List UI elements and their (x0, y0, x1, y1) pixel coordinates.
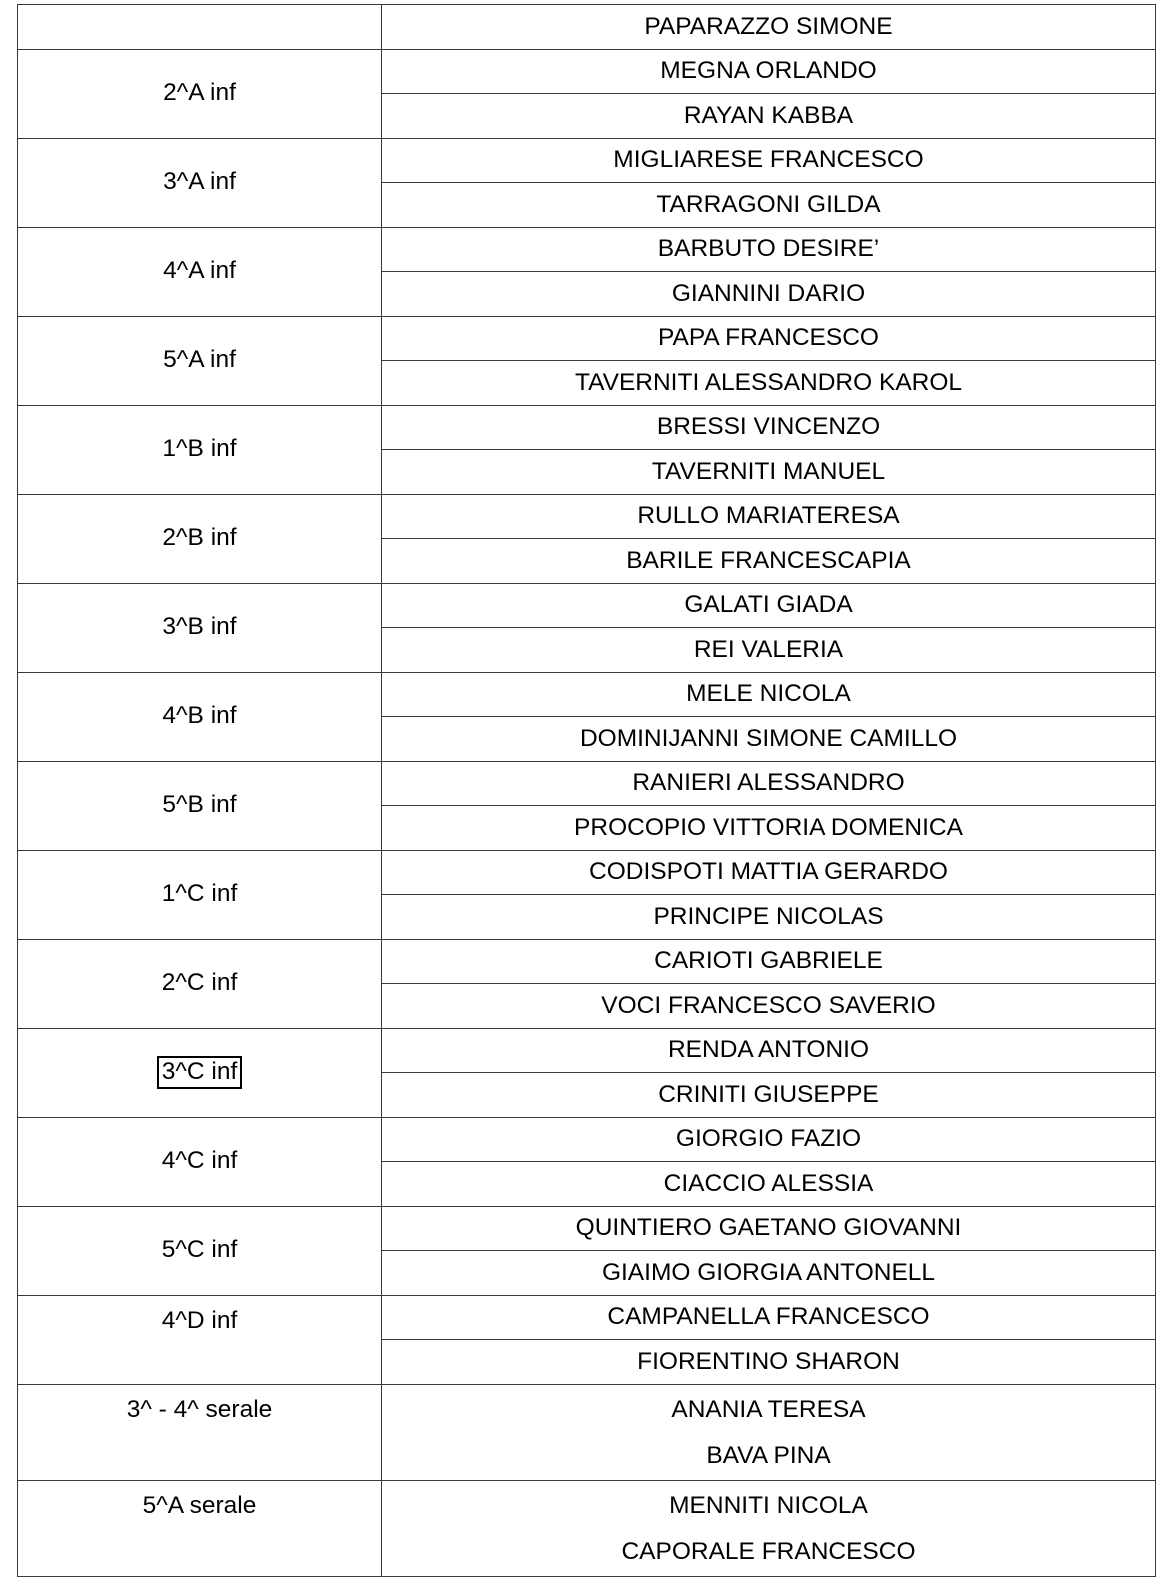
table-row (18, 672, 1156, 717)
student-name-cell: RENDA ANTONIO (382, 1028, 1156, 1073)
student-name-cell: RAYAN KABBA (382, 94, 1156, 139)
student-name-cell: PAPA FRANCESCO (382, 316, 1156, 361)
table-row (18, 1480, 1156, 1576)
table-row (18, 49, 1156, 94)
table-row (18, 5, 1156, 50)
student-name: MENNITI NICOLA (669, 1491, 868, 1519)
student-name-cell: RANIERI ALESSANDRO (382, 761, 1156, 806)
table-row (18, 939, 1156, 984)
class-label-cell (18, 494, 382, 583)
class-label-cell (18, 939, 382, 1028)
class-label-boxed: 3^C inf (157, 1056, 243, 1088)
class-label: 3^B inf (162, 613, 237, 641)
class-label: 5^C inf (161, 1236, 238, 1264)
class-label: 5^B inf (162, 791, 237, 819)
student-name-cell: GIAIMO GIORGIA ANTONELL (382, 1251, 1156, 1296)
roster-body (18, 5, 1156, 1577)
class-label-cell (18, 583, 382, 672)
student-name: CAPORALE FRANCESCO (621, 1538, 916, 1566)
class-label: 5^A inf (163, 346, 236, 374)
table-row (18, 316, 1156, 361)
table-row (18, 1117, 1156, 1162)
table-row (18, 1028, 1156, 1073)
table-row (18, 138, 1156, 183)
class-label-cell (18, 405, 382, 494)
table-row (18, 1384, 1156, 1480)
class-label: 2^B inf (162, 524, 237, 552)
student-name-cell: CAMPANELLA FRANCESCO (382, 1295, 1156, 1340)
class-label: 4^C inf (161, 1147, 238, 1175)
student-name-cell: CODISPOTI MATTIA GERARDO (382, 850, 1156, 895)
table-row (18, 583, 1156, 628)
student-name-cell: BARILE FRANCESCAPIA (382, 539, 1156, 584)
student-name-cell: BARBUTO DESIRE’ (382, 227, 1156, 272)
class-label-cell (18, 1480, 382, 1576)
student-name-cell: MELE NICOLA (382, 672, 1156, 717)
class-label-cell (18, 850, 382, 939)
class-label-cell (18, 761, 382, 850)
student-name-cell: PRINCIPE NICOLAS (382, 895, 1156, 940)
class-label: 4^A inf (163, 257, 236, 285)
class-label: 3^ - 4^ serale (126, 1395, 273, 1423)
class-label-cell (18, 1206, 382, 1295)
student-name-cell: TAVERNITI MANUEL (382, 450, 1156, 495)
table-row (18, 1206, 1156, 1251)
class-label-cell (18, 316, 382, 405)
table-row (18, 761, 1156, 806)
class-label-cell (18, 1384, 382, 1480)
student-name-cell: REI VALERIA (382, 628, 1156, 673)
class-label-cell (18, 49, 382, 138)
student-name-cell: MEGNA ORLANDO (382, 49, 1156, 94)
student-name-cell: TAVERNITI ALESSANDRO KAROL (382, 361, 1156, 406)
class-label: 1^B inf (162, 435, 237, 463)
class-label: 4^D inf (161, 1306, 238, 1334)
student-name-cell: CRINITI GIUSEPPE (382, 1073, 1156, 1118)
student-name-cell: GIORGIO FAZIO (382, 1117, 1156, 1162)
student-name-cell: MIGLIARESE FRANCESCO (382, 138, 1156, 183)
student-name-cell: PAPARAZZO SIMONE (382, 5, 1156, 50)
class-label-cell (18, 1295, 382, 1384)
student-name-cell: TARRAGONI GILDA (382, 183, 1156, 228)
class-label: 3^A inf (163, 168, 236, 196)
table-row (18, 494, 1156, 539)
class-label-cell (18, 1117, 382, 1206)
class-label: 1^C inf (161, 880, 238, 908)
table-row (18, 227, 1156, 272)
student-name-cell: CIACCIO ALESSIA (382, 1162, 1156, 1207)
student-name-cell: PROCOPIO VITTORIA DOMENICA (382, 806, 1156, 851)
student-name-cell: GIANNINI DARIO (382, 272, 1156, 317)
class-label-cell (18, 1028, 382, 1117)
class-label-cell (18, 138, 382, 227)
student-name-cell: QUINTIERO GAETANO GIOVANNI (382, 1206, 1156, 1251)
student-name-cell (382, 1480, 1156, 1576)
student-name-cell: BRESSI VINCENZO (382, 405, 1156, 450)
class-label: 2^A inf (163, 79, 236, 107)
student-name-cell: FIORENTINO SHARON (382, 1340, 1156, 1385)
class-roster-table (17, 4, 1156, 1577)
student-name-cell: DOMINIJANNI SIMONE CAMILLO (382, 717, 1156, 762)
class-label: 4^B inf (162, 702, 237, 730)
student-name-cell: VOCI FRANCESCO SAVERIO (382, 984, 1156, 1029)
class-label: 2^C inf (161, 969, 238, 997)
student-name: ANANIA TERESA (671, 1395, 866, 1423)
class-label-cell (18, 672, 382, 761)
table-row (18, 850, 1156, 895)
class-label-cell (18, 5, 382, 50)
student-name-cell (382, 1384, 1156, 1480)
table-row (18, 1295, 1156, 1340)
class-label: 5^A serale (142, 1491, 257, 1519)
class-label-cell (18, 227, 382, 316)
student-name-cell: RULLO MARIATERESA (382, 494, 1156, 539)
student-name-cell: CARIOTI GABRIELE (382, 939, 1156, 984)
table-row (18, 405, 1156, 450)
student-name-cell: GALATI GIADA (382, 583, 1156, 628)
student-name: BAVA PINA (706, 1442, 831, 1470)
